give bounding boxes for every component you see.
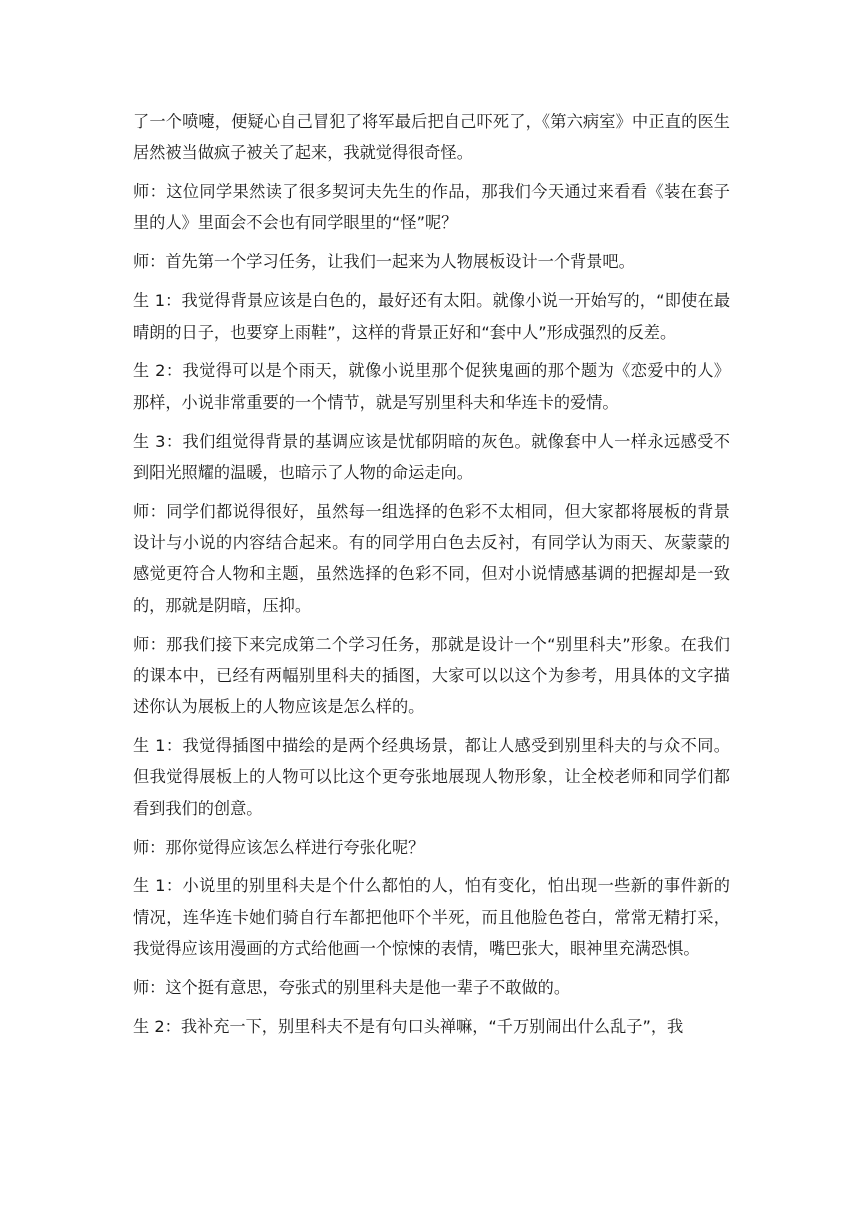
paragraph: 了一个喷嚏，便疑心自己冒犯了将军最后把自己吓死了，《第六病室》中正直的医生居然被当做疯子被关了起来，我就觉得很奇怪。 [133, 112, 730, 163]
paragraph: 生 2：我补充一下，别里科夫不是有句口头禅嘛，“千万别闹出什么乱子”，我 [133, 1016, 684, 1036]
paragraph: 生 1：小说里的别里科夫是个什么都怕的人，怕有变化，怕出现一些新的事件新的情况，连华连卡她们骑自行车都把他吓个半死，而且他脸色苍白，常常无精打采，我觉得应该用漫画的方式给他画一个惊悚的表情，嘴巴张大，眼神里充满恐惧。 [133, 876, 730, 959]
paragraph: 师：这个挺有意思，夸张式的别里科夫是他一辈子不敢做的。 [133, 977, 571, 997]
paragraph: 师：同学们都说得很好，虽然每一组选择的色彩不太相同，但大家都将展板的背景设计与小说的内容结合起来。有的同学用白色去反衬，有同学认为雨天、灰蒙蒙的感觉更符合人物和主题，虽然选择的色彩不同，但对小说情感基调的把握却是一致的，那就是阴暗，压抑。 [133, 501, 730, 615]
paragraph: 生 2：我觉得可以是个雨天，就像小说里那个促狭鬼画的那个题为《恋爱中的人》那样，小说非常重要的一个情节，就是写别里科夫和华连卡的爱情。 [133, 361, 730, 412]
paragraph: 师：那我们接下来完成第二个学习任务，那就是设计一个“别里科夫”形象。在我们的课本中，已经有两幅别里科夫的插图，大家可以以这个为参考，用具体的文字描述你认为展板上的人物应该是怎么样的。 [133, 634, 730, 717]
paragraph: 师：这位同学果然读了很多契诃夫先生的作品，那我们今天通过来看看《装在套子里的人》里面会不会也有同学眼里的“怪”呢？ [133, 182, 730, 233]
paragraph: 师：那你觉得应该怎么样进行夸张化呢？ [133, 837, 425, 857]
paragraph: 生 1：我觉得背景应该是白色的，最好还有太阳。就像小说一开始写的，“即使在最晴朗的日子，也要穿上雨鞋”，这样的背景正好和“套中人”形成强烈的反差。 [133, 291, 730, 342]
paragraph: 生 1：我觉得插图中描绘的是两个经典场景，都让人感受到别里科夫的与众不同。但我觉得展板上的人物可以比这个更夸张地展现人物形象，让全校老师和同学们都看到我们的创意。 [133, 736, 730, 818]
paragraph: 生 3：我们组觉得背景的基调应该是忧郁阴暗的灰色。就像套中人一样永远感受不到阳光照耀的温暖，也暗示了人物的命运走向。 [133, 431, 730, 482]
paragraph: 师：首先第一个学习任务，让我们一起来为人物展板设计一个背景吧。 [133, 252, 635, 272]
document-body [133, 106, 730, 1050]
